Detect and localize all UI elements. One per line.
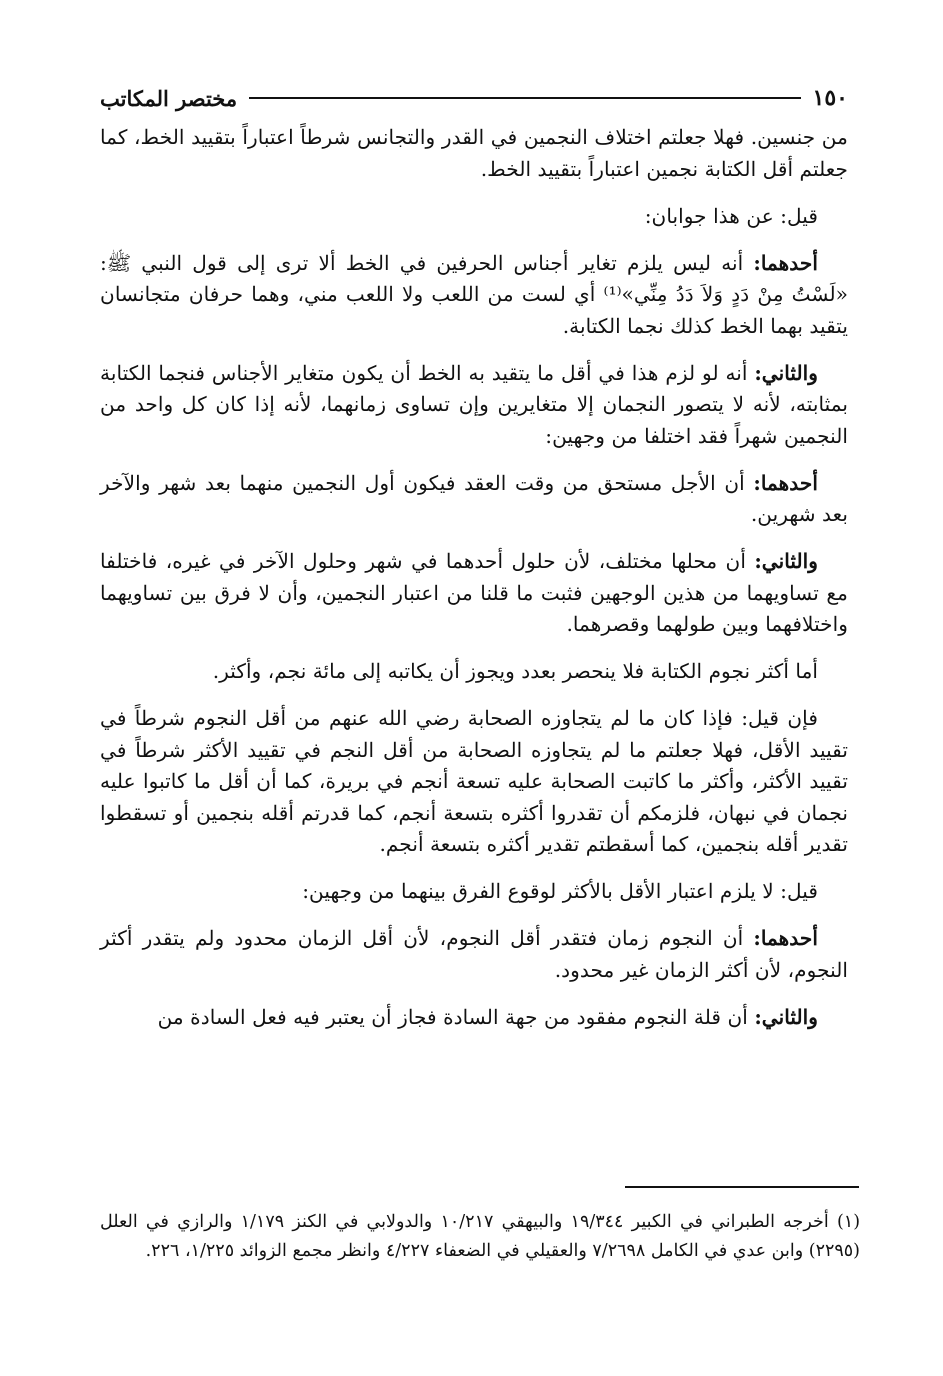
paragraph bbox=[100, 468, 848, 531]
page-number: ١٥٠ bbox=[812, 85, 848, 111]
paragraph bbox=[100, 248, 848, 343]
paragraph-text: أنه ليس يلزم تغاير أجناس الحرفين في الخط ألا ترى إلى قول النبي ﷺ: «لَسْتُ مِنْ دَدٍ وَلاَ دَدُ مِنِّي»⁽¹⁾ أي لست من اللعب ولا اللعب مني، وهما حرفان متجانسان يتقيد بهما الخط كذلك نجما الكتابة. bbox=[100, 250, 848, 338]
header-rule bbox=[249, 97, 800, 99]
paragraph bbox=[100, 1002, 848, 1034]
paragraph-lead: أحدهما: bbox=[753, 926, 818, 950]
paragraph-text: من جنسين. فهلا جعلتم اختلاف النجمين في القدر والتجانس شرطاً اعتباراً بتقييد الخط، كما جعلتم أقل الكتابة نجمين اعتباراً بتقييد الخط. bbox=[100, 125, 848, 181]
paragraph bbox=[100, 122, 848, 185]
footnote bbox=[100, 1208, 860, 1266]
main-text bbox=[100, 122, 848, 1049]
paragraph bbox=[100, 703, 848, 861]
paragraph bbox=[100, 546, 848, 641]
footnote-separator bbox=[625, 1186, 859, 1188]
paragraph-text: أن محلها مختلف، لأن حلول أحدهما في شهر وحلول الآخر في غيره، فاختلفا مع تساويهما من هذين الوجهين فثبت ما قلنا من اعتبار النجمين، وأن لا فرق بين تساويهما واختلافهما وبين طولهما وقصرهما. bbox=[100, 549, 848, 636]
paragraph-lead: والثاني: bbox=[754, 360, 818, 385]
paragraph bbox=[100, 201, 848, 233]
paragraph-lead: أحدهما: bbox=[753, 470, 818, 495]
paragraph-text: قيل: لا يلزم اعتبار الأقل بالأكثر لوقوع الفرق بينهما من وجهين: bbox=[302, 879, 818, 903]
paragraph bbox=[100, 656, 848, 688]
paragraph-lead: والثاني: bbox=[754, 549, 818, 573]
footnote-entry bbox=[100, 1208, 860, 1266]
footnote-marker: (١) bbox=[836, 1212, 861, 1232]
paragraph bbox=[100, 923, 848, 986]
paragraph-text: أن قلة النجوم مفقود من جهة السادة فجاز أن يعتبر فيه فعل السادة من bbox=[157, 1004, 748, 1029]
paragraph-text: أن النجوم زمان فتقدر أقل النجوم، لأن أقل الزمان محدود ولم يتقدر أكثر النجوم، لأن أكثر الزمان غير محدود. bbox=[100, 926, 848, 982]
paragraph-text: قيل: عن هذا جوابان: bbox=[644, 203, 818, 228]
paragraph-text: أن الأجل مستحق من وقت العقد فيكون أول النجمين منهما بعد شهر والآخر بعد شهرين. bbox=[100, 470, 848, 526]
paragraph bbox=[100, 358, 848, 453]
paragraph-text: أما أكثر نجوم الكتابة فلا ينحصر بعدد ويجوز أن يكاتبه إلى مائة نجم، وأكثر. bbox=[212, 659, 818, 683]
page-header bbox=[100, 82, 848, 114]
paragraph-text: أنه لو لزم هذا في أقل ما يتقيد به الخط أن يكون متغاير الأجناس فنجما الكتابة بمثابته، لأنه لا يتصور النجمان إلا متغايرين وإن تساوى زمانهما، لأنه إذا كان كل واحد من النجمين شهراً فقد اختلفا من وجهين: bbox=[100, 360, 848, 448]
footnote-text: أخرجه الطبراني في الكبير ١٩/٣٤٤ والبيهقي ١٠/٢١٧ والدولابي في الكنز ١/١٧٩ والرازي في العلل (٢٢٩٥) وابن عدي في الكامل ٧/٢٦٩٨ والعقيلي في الضعفاء ٤/٢٢٧ وانظر مجمع الزوائد ١/٢٢٥، ٢٢٦. bbox=[100, 1212, 860, 1261]
paragraph-text: فإن قيل: فإذا كان ما لم يتجاوزه الصحابة رضي الله عنهم من أقل النجوم شرطاً في تقييد الأقل، فهلا جعلتم ما لم يتجاوزه الصحابة من أقل النجم في تقييد الأكثر شرطاً في تقييد الأكثر، وأكثر ما كاتبت الصحابة عليه تسعة أنجم في بريرة، كما أن أقل ما كاتبوا عليه نجمان في نبهان، فلزمكم أن تقدروا أكثره بتسعة أنجم، كما قدرتم أقله بنجمين أو تسقطوا تقدير أقله بنجمين، كما أسقطتم تقدير أكثره بتسعة أنجم. bbox=[100, 706, 848, 856]
paragraph-lead: أحدهما: bbox=[753, 250, 818, 275]
running-title: مختصر المكاتب bbox=[100, 85, 238, 111]
paragraph bbox=[100, 876, 848, 908]
paragraph-lead: والثاني: bbox=[754, 1004, 818, 1029]
